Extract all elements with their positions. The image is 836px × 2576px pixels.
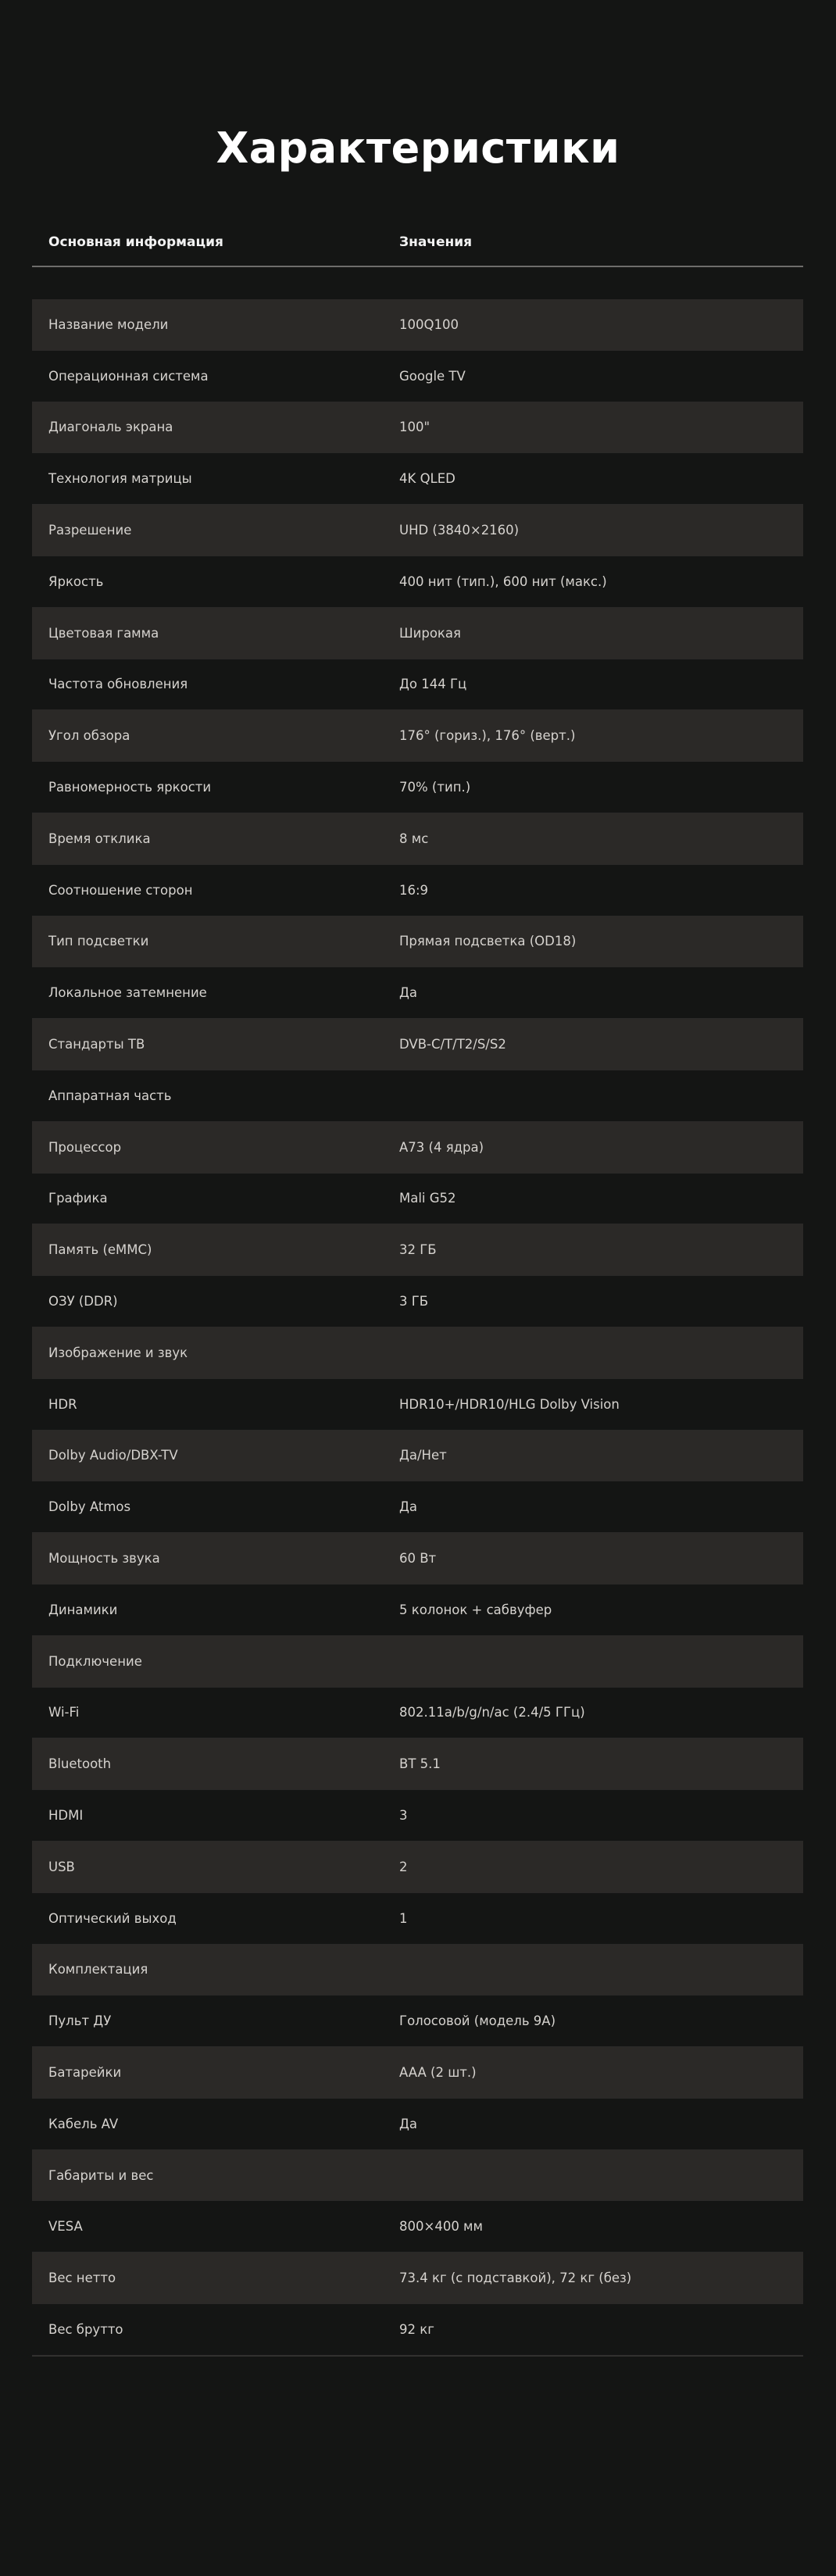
spec-name: HDR — [48, 1396, 77, 1412]
table-row — [32, 1585, 803, 1636]
table-row — [32, 505, 803, 556]
table-row — [32, 2304, 803, 2356]
spec-value: UHD (3840×2160) — [399, 523, 520, 538]
spec-value: 4K QLED — [399, 471, 456, 487]
spec-value: A73 (4 ядра) — [399, 1139, 484, 1155]
spec-name: Память (eMMC) — [48, 1242, 152, 1258]
table-row — [32, 2201, 803, 2253]
spec-value: Да — [399, 2116, 418, 2131]
page-title: Характеристики — [216, 123, 620, 173]
spec-value: Да — [399, 1499, 418, 1515]
spec-name: Графика — [48, 1191, 108, 1206]
spec-name: Dolby Atmos — [48, 1499, 131, 1515]
table-row — [32, 762, 803, 813]
spec-name: Динамики — [48, 1602, 118, 1617]
spec-name: Тип подсветки — [48, 934, 149, 949]
spec-value: Широкая — [399, 625, 461, 641]
spec-name: Процессор — [48, 1139, 122, 1155]
table-row — [32, 2150, 803, 2202]
spec-name: VESA — [48, 2219, 83, 2235]
spec-value: 3 — [399, 1808, 408, 1823]
table-row — [32, 1327, 803, 1379]
spec-value: 92 кг — [399, 2321, 434, 2337]
table-row — [32, 2099, 803, 2150]
table-header — [32, 219, 803, 267]
spec-name: Кабель AV — [48, 2116, 119, 2131]
spec-name: Bluetooth — [48, 1756, 112, 1772]
spec-value: 5 колонок + сабвуфер — [399, 1602, 552, 1617]
spec-value: До 144 Гц — [399, 677, 467, 692]
table-row — [32, 1533, 803, 1585]
spec-value: 100" — [399, 420, 431, 435]
spec-name: USB — [48, 1859, 75, 1874]
spec-name: Яркость — [48, 573, 104, 589]
header-value-column: Значения — [399, 234, 473, 250]
spec-name: Равномерность яркости — [48, 780, 212, 795]
spec-value: 802.11a/b/g/n/ac (2.4/5 ГГц) — [399, 1705, 585, 1720]
spec-name: Угол обзора — [48, 728, 130, 744]
table-row — [32, 2253, 803, 2304]
spec-name: Локальное затемнение — [48, 985, 207, 1001]
spec-name: Подключение — [48, 1653, 142, 1669]
spec-value: Да/Нет — [399, 1448, 447, 1463]
spec-name: Пульт ДУ — [48, 2013, 112, 2029]
spec-value: 32 ГБ — [399, 1242, 437, 1258]
spec-name: Изображение и звук — [48, 1345, 188, 1360]
header-gap — [32, 267, 803, 299]
spec-name: Технология матрицы — [48, 471, 192, 487]
spec-name: Разрешение — [48, 523, 132, 538]
spec-value: 73.4 кг (с подставкой), 72 кг (без) — [399, 2271, 632, 2286]
table-row — [32, 1790, 803, 1842]
table-row — [32, 351, 803, 402]
spec-value: BT 5.1 — [399, 1756, 441, 1772]
spec-name: Dolby Audio/DBX-TV — [48, 1448, 178, 1463]
spec-name: Соотношение сторон — [48, 882, 193, 898]
spec-name: Аппаратная часть — [48, 1088, 172, 1103]
spec-value: 60 Вт — [399, 1551, 437, 1567]
spec-name: Вес нетто — [48, 2271, 116, 2286]
table-row — [32, 453, 803, 505]
table-row — [32, 1224, 803, 1276]
spec-value: AAA (2 шт.) — [399, 2064, 477, 2080]
spec-name: Стандарты ТВ — [48, 1037, 145, 1052]
spec-value: 800×400 мм — [399, 2219, 483, 2235]
spec-name: Цветовая гамма — [48, 625, 159, 641]
spec-value: Mali G52 — [399, 1191, 456, 1206]
table-row — [32, 1019, 803, 1070]
table-row — [32, 1379, 803, 1431]
spec-name: Название модели — [48, 316, 169, 332]
spec-name: HDMI — [48, 1808, 84, 1823]
table-row — [32, 402, 803, 454]
table-row — [32, 2047, 803, 2099]
table-row — [32, 1688, 803, 1739]
table-row — [32, 608, 803, 659]
table-row — [32, 1481, 803, 1533]
spec-value: 176° (гориз.), 176° (верт.) — [399, 728, 576, 744]
table-row — [32, 1431, 803, 1482]
table-row — [32, 916, 803, 968]
table-row — [32, 1070, 803, 1122]
spec-name: Оптический выход — [48, 1910, 177, 1926]
spec-value: 2 — [399, 1859, 408, 1874]
spec-name: Батарейки — [48, 2064, 122, 2080]
spec-name: Время отклика — [48, 831, 151, 846]
spec-name: Мощность звука — [48, 1551, 160, 1567]
spec-value: Голосовой (модель 9A) — [399, 2013, 556, 2029]
table-row — [32, 1738, 803, 1790]
spec-name: Комплектация — [48, 1962, 148, 1978]
table-row — [32, 1636, 803, 1688]
header-name-column: Основная информация — [48, 234, 223, 250]
spec-name: ОЗУ (DDR) — [48, 1294, 118, 1309]
table-row — [32, 1995, 803, 2047]
spec-value: 16:9 — [399, 882, 429, 898]
table-row — [32, 299, 803, 351]
table-row — [32, 1842, 803, 1893]
spec-value: 8 мс — [399, 831, 429, 846]
table-row — [32, 556, 803, 608]
spec-value: DVB-C/T/T2/S/S2 — [399, 1037, 506, 1052]
spec-value: 70% (тип.) — [399, 780, 471, 795]
table-row — [32, 1893, 803, 1945]
specs-table — [32, 219, 803, 2356]
table-row — [32, 1174, 803, 1225]
spec-name: Операционная система — [48, 368, 209, 384]
table-row — [32, 659, 803, 711]
table-row — [32, 1945, 803, 1996]
spec-value: 400 нит (тип.), 600 нит (макс.) — [399, 573, 607, 589]
table-row — [32, 813, 803, 865]
table-row — [32, 967, 803, 1019]
spec-name: Диагональ экрана — [48, 420, 173, 435]
table-row — [32, 710, 803, 762]
spec-value: 3 ГБ — [399, 1294, 429, 1309]
spec-name: Частота обновления — [48, 677, 188, 692]
spec-value: Да — [399, 985, 418, 1001]
spec-name: Вес брутто — [48, 2321, 123, 2337]
spec-value: HDR10+/HDR10/HLG Dolby Vision — [399, 1396, 620, 1412]
spec-value: 1 — [399, 1910, 408, 1926]
table-row — [32, 1122, 803, 1174]
table-body — [32, 299, 803, 2356]
spec-value: Google TV — [399, 368, 466, 384]
table-row — [32, 865, 803, 916]
spec-name: Wi-Fi — [48, 1705, 80, 1720]
spec-name: Габариты и вес — [48, 2167, 154, 2183]
spec-value: 100Q100 — [399, 316, 459, 332]
table-row — [32, 1276, 803, 1327]
spec-value: Прямая подсветка (OD18) — [399, 934, 577, 949]
